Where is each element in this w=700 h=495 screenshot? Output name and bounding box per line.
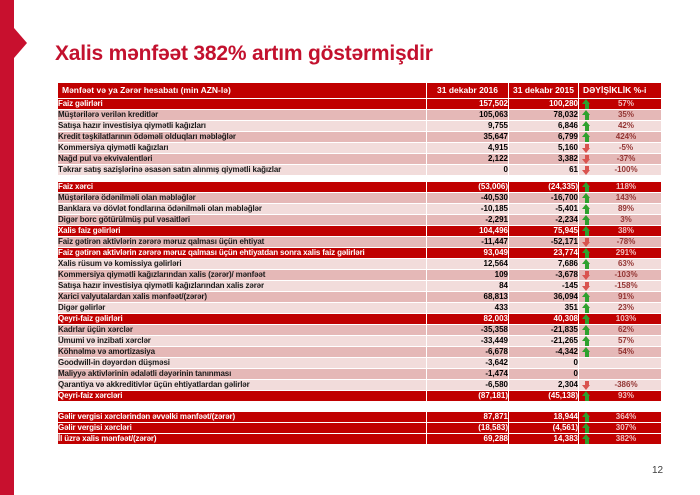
table-row	[58, 259, 662, 270]
value-v2015: 18,944	[509, 412, 579, 423]
table-row	[58, 434, 662, 445]
table-row	[58, 391, 662, 402]
change-percent: 42%	[617, 121, 634, 130]
report-table	[57, 82, 663, 445]
change-cell	[579, 121, 662, 132]
change-cell	[579, 143, 662, 154]
change-percent: 3%	[620, 215, 632, 224]
change-cell	[579, 358, 662, 369]
value-v2015: 36,094	[509, 292, 579, 303]
value-v2016: -6,678	[427, 347, 509, 358]
value-v2015: -2,234	[509, 215, 579, 226]
value-v2016: -10,185	[427, 204, 509, 215]
up-arrow-icon	[582, 226, 591, 236]
change-percent: 57%	[617, 99, 634, 108]
up-arrow-icon	[582, 182, 591, 192]
up-arrow-icon	[582, 121, 591, 131]
value-v2016: -33,449	[427, 336, 509, 347]
table-row	[58, 270, 662, 281]
value-v2016: -35,358	[427, 325, 509, 336]
up-arrow-icon	[582, 215, 591, 225]
row-label: Faiz gətirən aktivlərin zərərə məruz qalması üçün ehtiyat	[58, 237, 427, 248]
table-section-2	[57, 411, 662, 445]
value-v2016: -11,447	[427, 237, 509, 248]
row-label: Faiz gəlirləri	[58, 99, 427, 110]
row-label: Gəlir vergisi xərclərindən əvvəlki mənfəət/(zərər)	[58, 412, 427, 423]
change-percent: 57%	[617, 336, 634, 345]
change-cell	[579, 132, 662, 143]
change-percent: 307%	[615, 423, 637, 432]
table-row	[58, 380, 662, 391]
table-row	[58, 314, 662, 325]
value-v2016: -6,580	[427, 380, 509, 391]
table-row	[58, 226, 662, 237]
table-row	[58, 154, 662, 165]
page-number: 12	[652, 465, 664, 476]
change-percent: 23%	[617, 303, 634, 312]
value-v2015: 40,308	[509, 314, 579, 325]
down-arrow-icon	[582, 154, 591, 164]
value-v2015: 0	[509, 369, 579, 380]
change-percent: -103%	[614, 270, 638, 279]
change-cell	[579, 380, 662, 391]
value-v2016: 87,871	[427, 412, 509, 423]
value-v2016: 2,122	[427, 154, 509, 165]
change-percent: -78%	[616, 237, 636, 246]
value-v2016: 68,813	[427, 292, 509, 303]
change-cell	[579, 292, 662, 303]
up-arrow-icon	[582, 259, 591, 269]
value-v2016: 157,502	[427, 99, 509, 110]
value-v2015: (4,561)	[509, 423, 579, 434]
value-v2016: (87,181)	[427, 391, 509, 402]
row-label: Xalis faiz gəlirləri	[58, 226, 427, 237]
change-cell	[579, 154, 662, 165]
row-label: Kommersiya qiymətli kağızları	[58, 143, 427, 154]
change-percent: 63%	[617, 259, 634, 268]
value-v2016: 109	[427, 270, 509, 281]
row-label: Faiz xərci	[58, 182, 427, 193]
table-section-0	[57, 82, 662, 176]
change-percent: 62%	[617, 325, 634, 334]
change-percent: 382%	[615, 434, 637, 443]
table-row	[58, 215, 662, 226]
value-v2016: 69,288	[427, 434, 509, 445]
row-label: Xarici valyutalardan xalis mənfəət/(zərər)	[58, 292, 427, 303]
row-label: Müştərilərə ödənilməli olan məbləğlər	[58, 193, 427, 204]
value-v2016: 104,496	[427, 226, 509, 237]
up-arrow-icon	[582, 193, 591, 203]
table-row	[58, 165, 662, 176]
value-v2015: (24,335)	[509, 182, 579, 193]
change-cell	[579, 182, 662, 193]
change-percent: 364%	[615, 412, 637, 421]
down-arrow-icon	[582, 165, 591, 175]
change-cell	[579, 391, 662, 402]
change-percent: 143%	[615, 193, 637, 202]
up-arrow-icon	[582, 204, 591, 214]
row-label: Digər borc götürülmüş pul vəsaitləri	[58, 215, 427, 226]
table-row	[58, 132, 662, 143]
change-percent: 38%	[617, 226, 634, 235]
value-v2016: 105,063	[427, 110, 509, 121]
value-v2015: -3,678	[509, 270, 579, 281]
change-cell	[579, 193, 662, 204]
value-v2015: 23,774	[509, 248, 579, 259]
value-v2015: -4,342	[509, 347, 579, 358]
change-percent: 54%	[617, 347, 634, 356]
value-v2015: 6,846	[509, 121, 579, 132]
row-label: Xalis rüsum və komissiya gəlirləri	[58, 259, 427, 270]
table-row	[58, 358, 662, 369]
value-v2016: 4,915	[427, 143, 509, 154]
up-arrow-icon	[582, 347, 591, 357]
change-cell	[579, 248, 662, 259]
row-label: Təkrar satış sazişlərinə əsasən satın alınmış qiymətli kağızlar	[58, 165, 427, 176]
table-row	[58, 248, 662, 259]
column-header: 31 dekabr 2015	[509, 83, 579, 99]
table-row	[58, 143, 662, 154]
value-v2015: 3,382	[509, 154, 579, 165]
table-row	[58, 99, 662, 110]
change-cell	[579, 369, 662, 380]
table-row	[58, 121, 662, 132]
table-row	[58, 303, 662, 314]
change-cell	[579, 314, 662, 325]
table-row	[58, 412, 662, 423]
value-v2016: -2,291	[427, 215, 509, 226]
change-percent: -37%	[616, 154, 636, 163]
up-arrow-icon	[582, 132, 591, 142]
down-arrow-icon	[582, 270, 591, 280]
change-cell	[579, 204, 662, 215]
up-arrow-icon	[582, 110, 591, 120]
value-v2015: 61	[509, 165, 579, 176]
change-cell	[579, 434, 662, 445]
accent-sidebar	[0, 0, 14, 495]
value-v2016: 84	[427, 281, 509, 292]
change-cell	[579, 259, 662, 270]
column-header: 31 dekabr 2016	[427, 83, 509, 99]
up-arrow-icon	[582, 434, 591, 444]
up-arrow-icon	[582, 99, 591, 109]
value-v2016: -3,642	[427, 358, 509, 369]
up-arrow-icon	[582, 391, 591, 401]
value-v2015: -21,265	[509, 336, 579, 347]
change-percent: 91%	[617, 292, 634, 301]
up-arrow-icon	[582, 336, 591, 346]
up-arrow-icon	[582, 248, 591, 258]
change-percent: 118%	[615, 182, 637, 191]
column-header: DƏYİŞİKLİK %-i	[579, 83, 662, 99]
row-label: Satışa hazır investisiya qiymətli kağızlarından xalis zərər	[58, 281, 427, 292]
value-v2016: (53,006)	[427, 182, 509, 193]
row-label: Qarantiya və akkreditivlər üçün ehtiyatlardan gəlirlər	[58, 380, 427, 391]
up-arrow-icon	[582, 412, 591, 422]
table-row	[58, 325, 662, 336]
table-row	[58, 281, 662, 292]
value-v2016: 0	[427, 165, 509, 176]
value-v2015: 14,383	[509, 434, 579, 445]
up-arrow-icon	[582, 325, 591, 335]
value-v2016: -40,530	[427, 193, 509, 204]
value-v2015: 0	[509, 358, 579, 369]
row-label: Kredit təşkilatlarının ödəməli olduqları məbləğlər	[58, 132, 427, 143]
value-v2015: -52,171	[509, 237, 579, 248]
value-v2015: 351	[509, 303, 579, 314]
change-cell	[579, 165, 662, 176]
value-v2015: -145	[509, 281, 579, 292]
table-row	[58, 182, 662, 193]
value-v2016: 433	[427, 303, 509, 314]
value-v2016: 82,003	[427, 314, 509, 325]
up-arrow-icon	[582, 423, 591, 433]
change-cell	[579, 281, 662, 292]
value-v2015: 6,799	[509, 132, 579, 143]
change-cell	[579, 270, 662, 281]
change-percent: -5%	[618, 143, 634, 152]
up-arrow-icon	[582, 292, 591, 302]
value-v2015: 75,945	[509, 226, 579, 237]
value-v2015: (45,138)	[509, 391, 579, 402]
row-label: Satışa hazır investisiya qiymətli kağızları	[58, 121, 427, 132]
table-row	[58, 336, 662, 347]
change-cell	[579, 215, 662, 226]
table-section-1	[57, 181, 662, 402]
change-percent: -158%	[614, 281, 638, 290]
row-label: Maliyyə aktivlərinin ədalətli dəyərinin tanınması	[58, 369, 427, 380]
change-percent: 424%	[615, 132, 637, 141]
row-label: Goodwill-in dəyərdən düşməsi	[58, 358, 427, 369]
value-v2015: 5,160	[509, 143, 579, 154]
change-cell	[579, 325, 662, 336]
change-percent: 89%	[617, 204, 634, 213]
change-cell	[579, 423, 662, 434]
table-row	[58, 237, 662, 248]
table-row	[58, 292, 662, 303]
row-label: Faiz gətirən aktivlərin zərərə məruz qalması üçün ehtiyatdan sonra xalis faiz gəlirləri	[58, 248, 427, 259]
row-label: Qeyri-faiz xərcləri	[58, 391, 427, 402]
down-arrow-icon	[582, 281, 591, 291]
row-label: Nağd pul və ekvivalentləri	[58, 154, 427, 165]
change-cell	[579, 99, 662, 110]
change-cell	[579, 412, 662, 423]
value-v2015: 100,280	[509, 99, 579, 110]
value-v2015: 78,032	[509, 110, 579, 121]
table-row	[58, 369, 662, 380]
row-label: Digər gəlirlər	[58, 303, 427, 314]
up-arrow-icon	[582, 303, 591, 313]
value-v2015: -16,700	[509, 193, 579, 204]
row-label: Kommersiya qiymətli kağızlarından xalis (zərər)/ mənfəət	[58, 270, 427, 281]
change-percent: 93%	[617, 391, 634, 400]
change-percent: 35%	[617, 110, 634, 119]
row-label: Müştərilərə verilən kreditlər	[58, 110, 427, 121]
change-percent: -386%	[614, 380, 638, 389]
table-row	[58, 193, 662, 204]
row-label: Gəlir vergisi xərcləri	[58, 423, 427, 434]
chevron-right-icon	[14, 28, 27, 58]
up-arrow-icon	[582, 314, 591, 324]
row-label: Qeyri-faiz gəlirləri	[58, 314, 427, 325]
change-percent: 291%	[615, 248, 637, 257]
slide-title: Xalis mənfəət 382% artım göstərmişdir	[55, 42, 433, 66]
value-v2016: 93,049	[427, 248, 509, 259]
down-arrow-icon	[582, 380, 591, 390]
row-label: Ümumi və inzibati xərclər	[58, 336, 427, 347]
value-v2016: 35,647	[427, 132, 509, 143]
down-arrow-icon	[582, 143, 591, 153]
change-cell	[579, 237, 662, 248]
change-cell	[579, 347, 662, 358]
value-v2016: -1,474	[427, 369, 509, 380]
table-header-row	[58, 83, 662, 99]
value-v2016: (18,583)	[427, 423, 509, 434]
change-percent: 103%	[615, 314, 637, 323]
change-cell	[579, 226, 662, 237]
table-row	[58, 204, 662, 215]
table-row	[58, 423, 662, 434]
row-label: Köhnəlmə və amortizasiya	[58, 347, 427, 358]
change-percent: -100%	[614, 165, 638, 174]
row-label: Kadrlar üçün xərclər	[58, 325, 427, 336]
change-cell	[579, 336, 662, 347]
value-v2015: 7,686	[509, 259, 579, 270]
table-row	[58, 110, 662, 121]
row-label: Banklara və dövlət fondlarına ödənilməli olan məbləğlər	[58, 204, 427, 215]
table-row	[58, 347, 662, 358]
value-v2015: 2,304	[509, 380, 579, 391]
value-v2015: -21,835	[509, 325, 579, 336]
row-label: İl üzrə xalis mənfəət/(zərər)	[58, 434, 427, 445]
value-v2015: -5,401	[509, 204, 579, 215]
change-cell	[579, 303, 662, 314]
value-v2016: 12,564	[427, 259, 509, 270]
column-header: Mənfəət və ya Zərər hesabatı (min AZN-lə)	[58, 83, 427, 99]
down-arrow-icon	[582, 237, 591, 247]
change-cell	[579, 110, 662, 121]
value-v2016: 9,755	[427, 121, 509, 132]
